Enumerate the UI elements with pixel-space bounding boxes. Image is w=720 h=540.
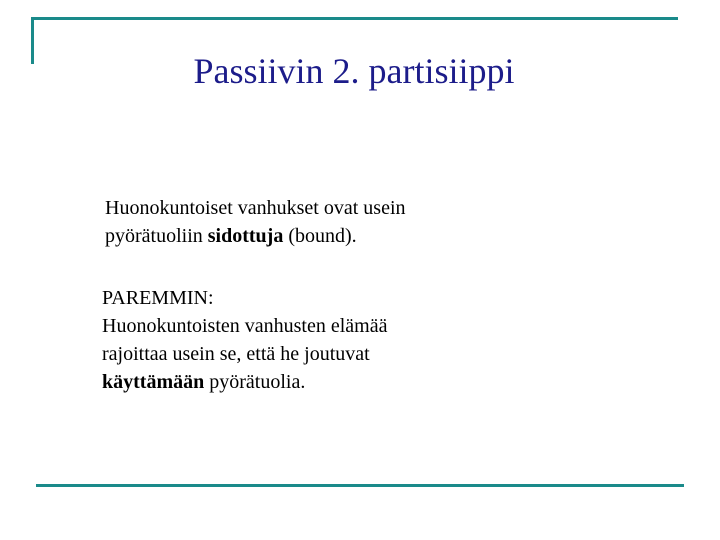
slide-title: Passiivin 2. partisiippi: [193, 51, 515, 91]
better-line-3-end: pyörätuolia.: [204, 371, 306, 393]
better-sentence: [102, 284, 388, 396]
better-line-1: Huonokuntoisten vanhusten elämää: [102, 315, 388, 337]
better-label: PAREMMIN:: [102, 287, 214, 309]
better-line-3: [102, 368, 388, 396]
top-rule: [31, 17, 678, 20]
example-line-2-end: (bound).: [283, 225, 357, 247]
better-line-2: rajoittaa usein se, että he joutuvat: [102, 343, 370, 365]
bottom-rule: [36, 484, 684, 487]
example-line-2-start: pyörätuoliin: [105, 225, 208, 247]
example-line-1: Huonokuntoiset vanhukset ovat usein: [105, 197, 406, 219]
example-sentence: [105, 194, 406, 250]
example-highlight: sidottuja: [207, 225, 284, 247]
example-line-2: [105, 222, 406, 250]
better-highlight: käyttämään: [102, 371, 205, 393]
